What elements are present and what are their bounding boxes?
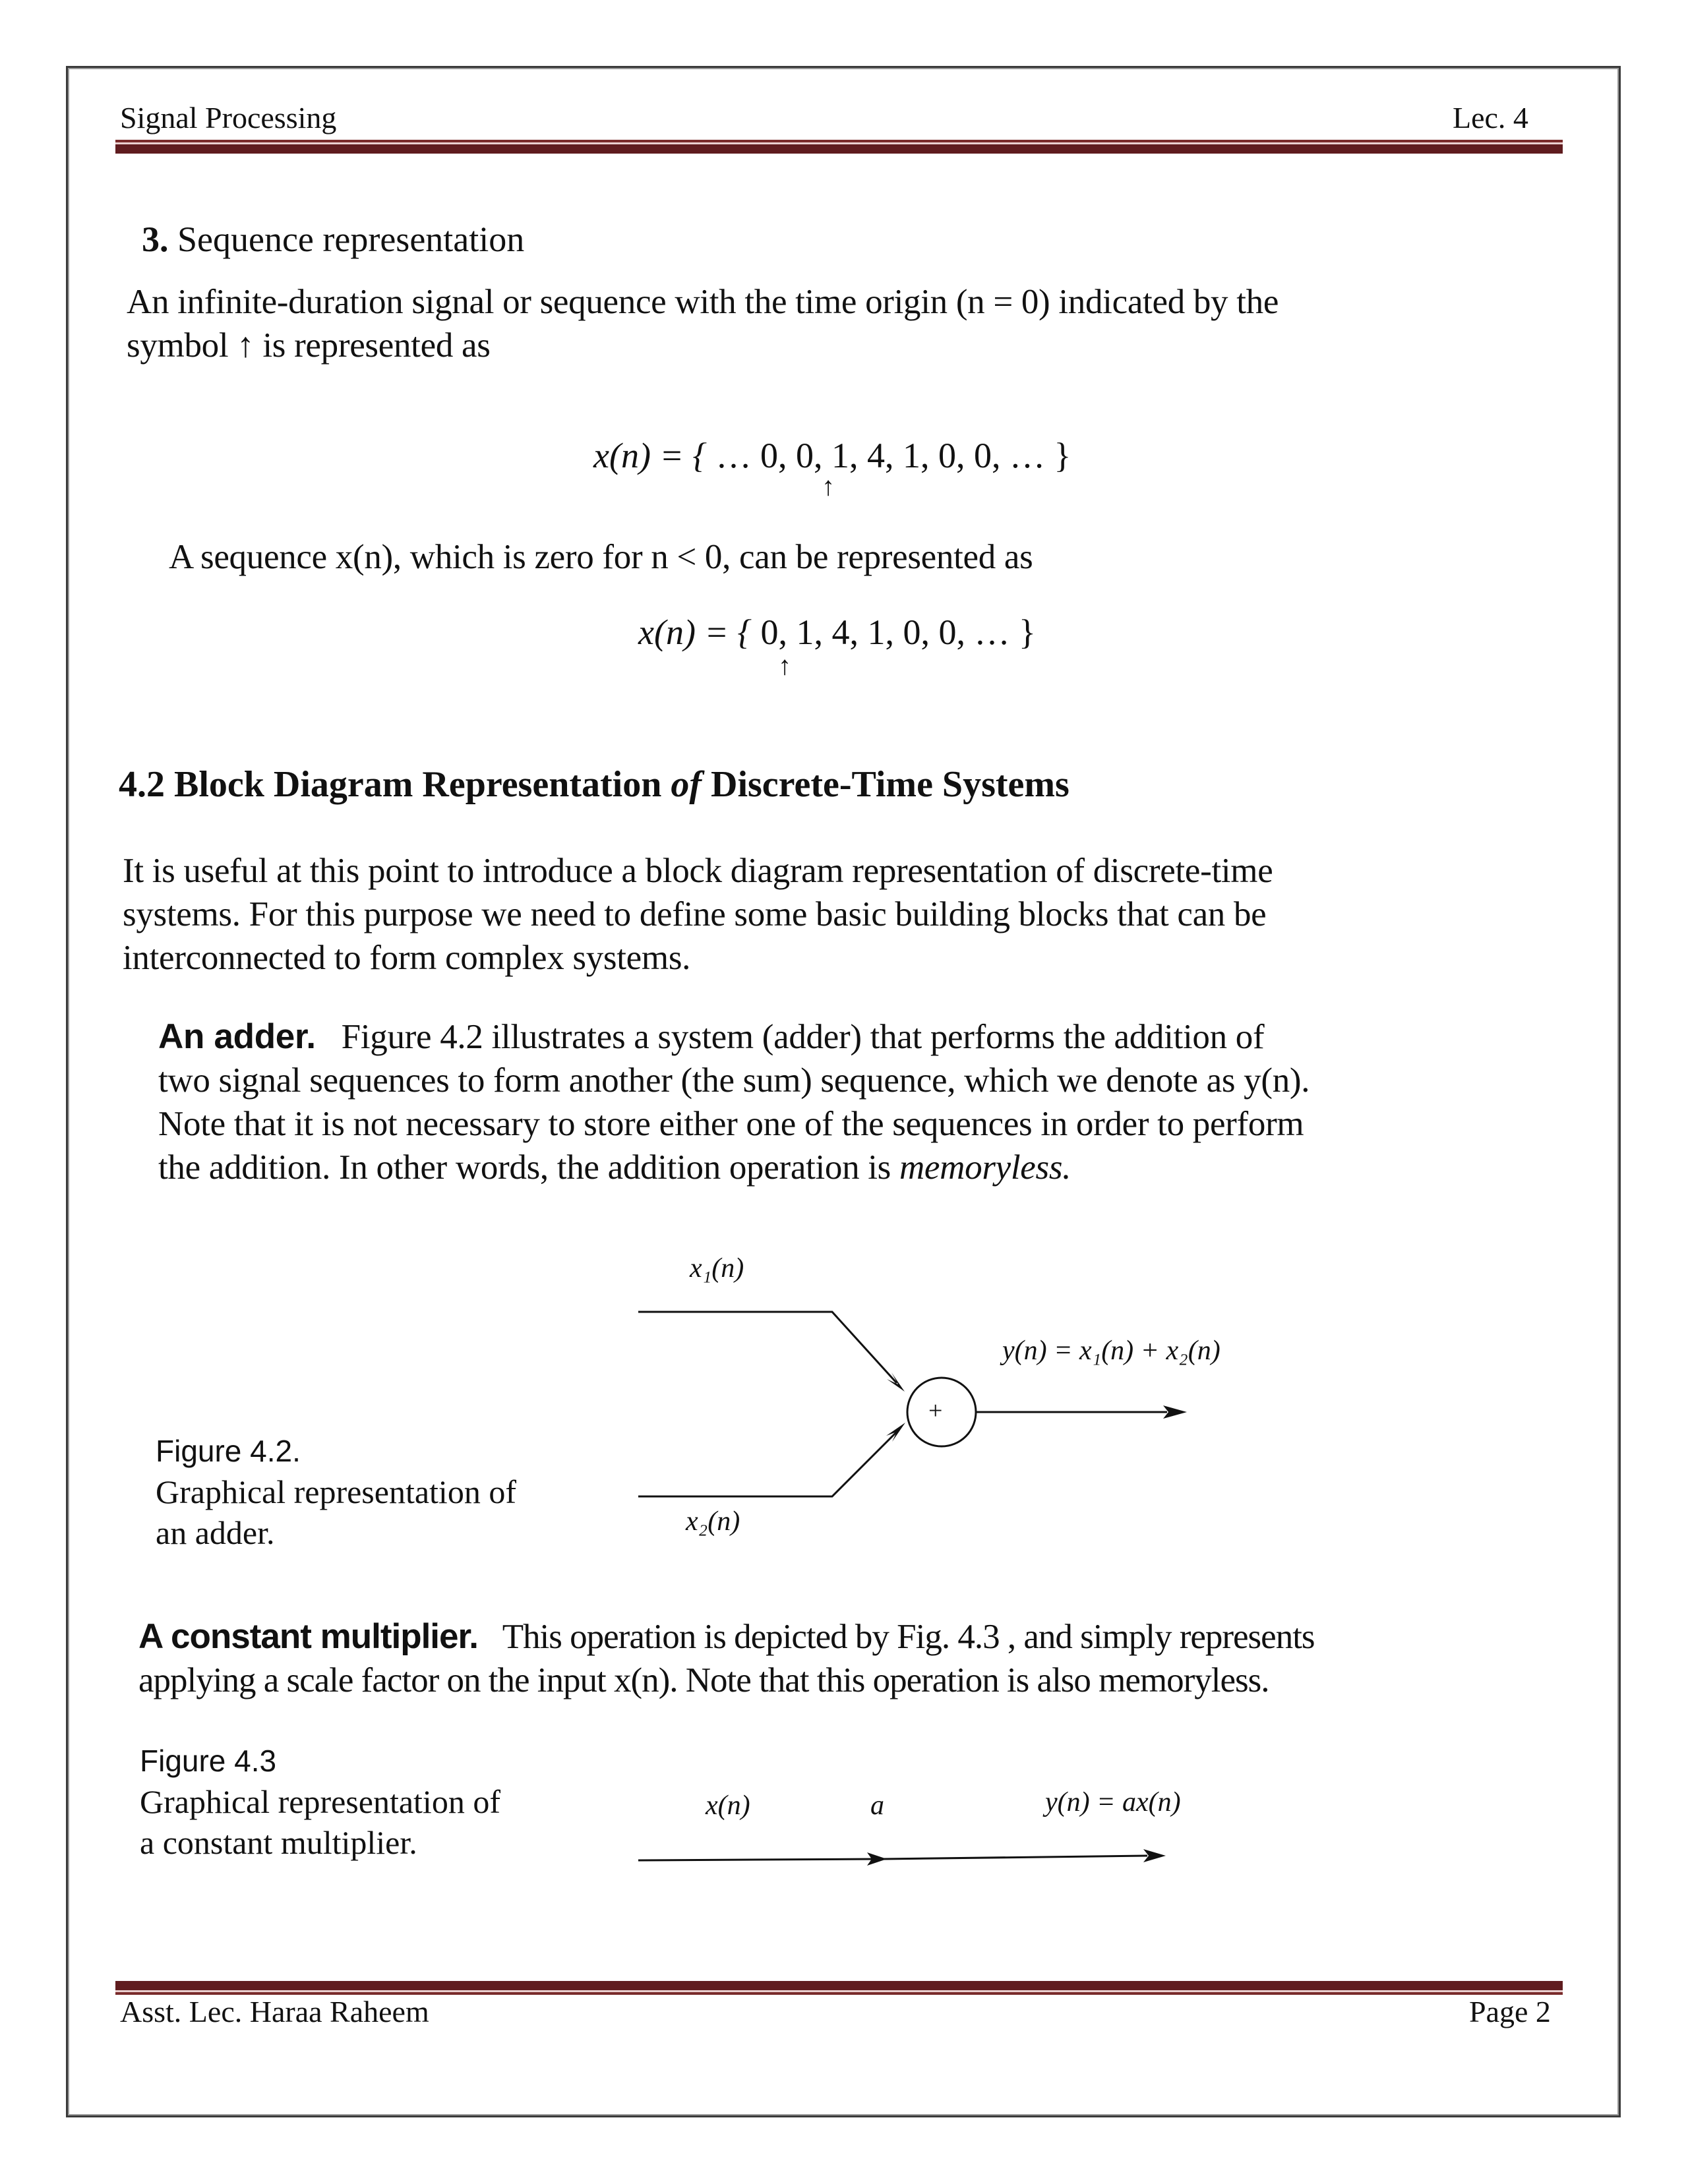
footer-rule	[115, 1981, 1563, 1995]
multiplier-lead: A constant multiplier.	[138, 1617, 478, 1656]
equation1-lhs: x(n) = {	[593, 436, 707, 475]
origin-arrow-icon: ↑	[822, 471, 835, 501]
origin-arrow-icon: ↑	[778, 651, 791, 680]
adder-input2-label: x₂(n)	[686, 1506, 740, 1537]
figure-4-2-caption: Figure 4.2. Graphical representation of an adder.	[156, 1431, 516, 1553]
header-course-title: Signal Processing	[120, 101, 337, 134]
footer-author: Asst. Lec. Haraa Raheem	[120, 1995, 429, 2028]
section-3-number: 3.	[142, 220, 169, 259]
section-4-2-heading: 4.2 Block Diagram Representation of Discrete-Time Systems	[119, 764, 1070, 805]
adder-paragraph: An adder. Figure 4.2 illustrates a system (adder) that performs the addition of two signal sequences to form another (the sum) sequence, which we denote as y(n). Note that it is not necessary to store either one of the sequences in order to perform the addition. In other words, the addition operation is memoryless.	[158, 1017, 1310, 1187]
equation2-lhs: x(n) = {	[638, 612, 752, 652]
figure-4-3-label: Figure 4.3	[140, 1744, 277, 1778]
figure-4-2-label: Figure 4.2.	[156, 1434, 301, 1468]
footer-page-number: Page 2	[1469, 1995, 1551, 2028]
adder-input1-label: x₁(n)	[690, 1253, 744, 1284]
equation1-values: … 0, 0, 1, 4, 1, 0, 0, … }	[715, 436, 1071, 475]
adder-plus-icon: +	[928, 1397, 943, 1425]
figure-4-3-caption: Figure 4.3 Graphical representation of a constant multiplier.	[140, 1740, 500, 1863]
multiplier-output-label: y(n) = ax(n)	[1045, 1787, 1181, 1817]
multiplier-gain-label: a	[870, 1790, 884, 1821]
header-lecture-number: Lec. 4	[1453, 101, 1528, 134]
multiplier-input-label: x(n)	[706, 1790, 750, 1821]
section-3-title: Sequence representation	[177, 220, 525, 259]
equation2-values: 0, 1, 4, 1, 0, 0, … }	[760, 612, 1036, 652]
multiplier-diagram	[638, 1849, 1166, 1866]
section-3-intro-line2: symbol ↑ is represented as	[127, 326, 491, 365]
adder-output-label: y(n) = x₁(n) + x₂(n)	[1002, 1336, 1221, 1366]
section-3-intro-line1: An infinite-duration signal or sequence with the time origin (n = 0) indicated by the	[127, 283, 1279, 321]
multiplier-paragraph: A constant multiplier. This operation is depicted by Fig. 4.3 , and simply represents applying a scale factor on the input x(n). Note that this operation is also memoryless.	[138, 1617, 1315, 1699]
adder-lead: An adder.	[158, 1017, 316, 1056]
section-4-2-intro: It is useful at this point to introduce a block diagram representation of discrete-time systems. For this purpose we need to define some basic building blocks that can be interconnected to form complex systems.	[123, 852, 1273, 977]
causal-sequence-text: A sequence x(n), which is zero for n < 0, can be represented as	[169, 538, 1033, 576]
